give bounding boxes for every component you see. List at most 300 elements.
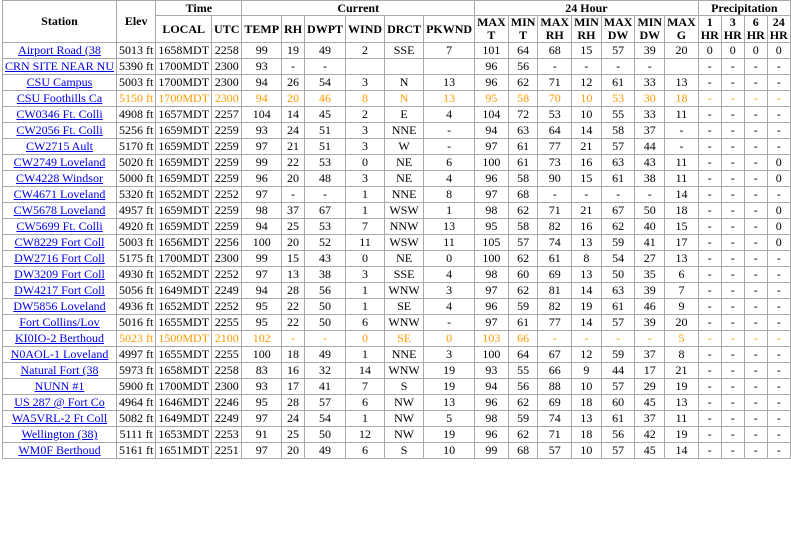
- precip-1hr-cell: -: [698, 379, 721, 395]
- table-row: [3, 267, 791, 283]
- dwpt-cell: -: [305, 187, 346, 203]
- pkwnd-cell: 7: [424, 43, 475, 59]
- precip-3hr-cell: -: [721, 363, 744, 379]
- rh-cell: 24: [282, 411, 305, 427]
- precip-6hr-cell: -: [744, 203, 767, 219]
- station-cell: [3, 171, 117, 187]
- max-rh-cell: 66: [538, 363, 572, 379]
- rh-cell: 37: [282, 203, 305, 219]
- precip-3hr-cell: -: [721, 139, 744, 155]
- elev-header: Elev: [117, 1, 156, 43]
- precip-24hr-cell: -: [767, 315, 790, 331]
- local-header: LOCAL: [156, 16, 212, 43]
- station-link[interactable]: CW8229 Fort Coll: [14, 235, 105, 249]
- max-t-cell: 93: [475, 363, 509, 379]
- wind-cell: 6: [346, 443, 385, 459]
- rh-cell: 18: [282, 347, 305, 363]
- max-t-cell: 95: [475, 91, 509, 107]
- drct-cell: NNE: [385, 187, 424, 203]
- min-dw-cell: 45: [635, 395, 665, 411]
- min-dw-cell: -: [635, 331, 665, 347]
- min-rh-cell: 10: [572, 443, 602, 459]
- table-row: [3, 251, 791, 267]
- precip-1hr-cell: 0: [698, 43, 721, 59]
- precip-24hr-cell: 0: [767, 171, 790, 187]
- precip-1hr-cell: -: [698, 123, 721, 139]
- max-rh-cell: 68: [538, 43, 572, 59]
- precip-1hr-cell: -: [698, 315, 721, 331]
- local-time-cell: 1659MDT: [156, 123, 212, 139]
- station-link[interactable]: Wellington (38): [21, 427, 98, 441]
- table-row: [3, 363, 791, 379]
- max-dw-cell: 55: [601, 107, 635, 123]
- station-cell: [3, 91, 117, 107]
- station-link[interactable]: DW3209 Fort Coll: [14, 267, 105, 281]
- pkwnd-header: PKWND: [424, 16, 475, 43]
- temp-cell: 95: [242, 395, 282, 411]
- station-rows: [3, 43, 791, 459]
- temp-cell: 94: [242, 75, 282, 91]
- utc-time-cell: 2255: [212, 315, 242, 331]
- precip-6hr-cell: -: [744, 235, 767, 251]
- elev-cell: 4908 ft: [117, 107, 156, 123]
- precip-6hr-cell: -: [744, 299, 767, 315]
- dwpt-cell: 41: [305, 379, 346, 395]
- precip-24hr-cell: -: [767, 427, 790, 443]
- station-link[interactable]: CW4671 Loveland: [13, 187, 106, 201]
- table-row: [3, 331, 791, 347]
- precip-1hr-cell: -: [698, 331, 721, 347]
- precip-1hr-cell: -: [698, 219, 721, 235]
- wind-cell: 3: [346, 267, 385, 283]
- temp-cell: 97: [242, 187, 282, 203]
- precip-6hr-cell: -: [744, 395, 767, 411]
- precip-1hr-cell: -: [698, 59, 721, 75]
- utc-time-cell: 2251: [212, 443, 242, 459]
- max-g-cell: 11: [665, 171, 699, 187]
- min-dw-cell: 40: [635, 219, 665, 235]
- table-row: [3, 315, 791, 331]
- max-dw-cell: -: [601, 59, 635, 75]
- min-rh-cell: 13: [572, 411, 602, 427]
- elev-cell: 5256 ft: [117, 123, 156, 139]
- precip-6hr-cell: -: [744, 75, 767, 91]
- elev-cell: 5973 ft: [117, 363, 156, 379]
- max-g-cell: 20: [665, 315, 699, 331]
- min-t-cell: 62: [508, 427, 538, 443]
- drct-cell: [385, 59, 424, 75]
- dwpt-cell: 56: [305, 283, 346, 299]
- precip-3hr-cell: -: [721, 427, 744, 443]
- min-dw-cell: 46: [635, 299, 665, 315]
- temp-cell: 97: [242, 267, 282, 283]
- max-g-cell: 6: [665, 267, 699, 283]
- min-t-cell: 62: [508, 203, 538, 219]
- precip-24hr-cell: 0: [767, 219, 790, 235]
- min-rh-cell: 10: [572, 91, 602, 107]
- pkwnd-cell: 13: [424, 219, 475, 235]
- temp-cell: 99: [242, 251, 282, 267]
- drct-cell: SE: [385, 299, 424, 315]
- station-link[interactable]: WA5VRL-2 Ft Coll: [11, 411, 108, 425]
- utc-time-cell: 2252: [212, 299, 242, 315]
- temp-cell: 97: [242, 411, 282, 427]
- pkwnd-cell: 4: [424, 107, 475, 123]
- min-t-cell: 59: [508, 299, 538, 315]
- station-link[interactable]: CW5678 Loveland: [13, 203, 106, 217]
- station-cell: [3, 299, 117, 315]
- max-dw-cell: 57: [601, 43, 635, 59]
- local-time-cell: 1655MDT: [156, 347, 212, 363]
- drct-cell: NW: [385, 395, 424, 411]
- wind-cell: 8: [346, 91, 385, 107]
- precip-6hr-cell: -: [744, 251, 767, 267]
- max-g-cell: 8: [665, 347, 699, 363]
- rh-cell: -: [282, 331, 305, 347]
- max-g-cell: 15: [665, 219, 699, 235]
- min-t-cell: 58: [508, 171, 538, 187]
- table-row: [3, 347, 791, 363]
- station-link[interactable]: CSU Campus: [26, 75, 93, 89]
- precip-6hr-header: 6 HR: [744, 16, 767, 43]
- max-rh-cell: 69: [538, 395, 572, 411]
- station-link[interactable]: CW2715 Ault: [26, 139, 94, 153]
- drct-cell: WNW: [385, 315, 424, 331]
- min-t-cell: 61: [508, 155, 538, 171]
- precip-1hr-cell: -: [698, 91, 721, 107]
- min-dw-cell: 33: [635, 75, 665, 91]
- rh-cell: 28: [282, 395, 305, 411]
- precipitation-group-header: Precipitation: [698, 1, 790, 16]
- temp-cell: 100: [242, 235, 282, 251]
- precip-6hr-cell: -: [744, 315, 767, 331]
- min-dw-cell: 50: [635, 203, 665, 219]
- table-row: [3, 171, 791, 187]
- precip-3hr-cell: -: [721, 283, 744, 299]
- max-t-cell: 97: [475, 283, 509, 299]
- min-dw-cell: 35: [635, 267, 665, 283]
- pkwnd-cell: -: [424, 123, 475, 139]
- temp-cell: 99: [242, 43, 282, 59]
- table-row: [3, 107, 791, 123]
- min-dw-cell: 37: [635, 347, 665, 363]
- temp-cell: 94: [242, 283, 282, 299]
- station-cell: [3, 139, 117, 155]
- station-link[interactable]: US 287 @ Fort Co: [14, 395, 105, 409]
- station-link[interactable]: CW2056 Ft. Colli: [16, 123, 103, 137]
- drct-cell: WSW: [385, 235, 424, 251]
- utc-time-cell: 2258: [212, 363, 242, 379]
- station-link[interactable]: DW4217 Fort Coll: [14, 283, 105, 297]
- wind-cell: 1: [346, 187, 385, 203]
- station-link[interactable]: CW0346 Ft. Colli: [16, 107, 103, 121]
- station-link[interactable]: WM0F Berthoud: [18, 443, 101, 457]
- max-dw-cell: 61: [601, 299, 635, 315]
- min-rh-cell: 14: [572, 123, 602, 139]
- utc-header: UTC: [212, 16, 242, 43]
- elev-cell: 4930 ft: [117, 267, 156, 283]
- max-g-cell: 14: [665, 443, 699, 459]
- elev-cell: 5016 ft: [117, 315, 156, 331]
- local-time-cell: 1653MDT: [156, 427, 212, 443]
- drct-cell: NE: [385, 251, 424, 267]
- max-dw-cell: 57: [601, 315, 635, 331]
- temp-cell: 93: [242, 123, 282, 139]
- utc-time-cell: 2257: [212, 107, 242, 123]
- max-dw-cell: 59: [601, 347, 635, 363]
- max-dw-cell: 57: [601, 379, 635, 395]
- station-link[interactable]: CRN SITE NEAR NU: [5, 59, 115, 73]
- max-t-cell: 95: [475, 219, 509, 235]
- precip-1hr-cell: -: [698, 139, 721, 155]
- elev-cell: 5020 ft: [117, 155, 156, 171]
- drct-cell: NNE: [385, 123, 424, 139]
- max-g-header: MAX G: [665, 16, 699, 43]
- min-rh-header: MIN RH: [572, 16, 602, 43]
- wind-cell: 0: [346, 331, 385, 347]
- rh-cell: 21: [282, 139, 305, 155]
- max-rh-cell: 64: [538, 123, 572, 139]
- min-rh-cell: -: [572, 331, 602, 347]
- max-dw-cell: 62: [601, 219, 635, 235]
- station-link[interactable]: Fort Collins/Lov: [19, 315, 100, 329]
- local-time-cell: 1651MDT: [156, 443, 212, 459]
- table-row: [3, 427, 791, 443]
- utc-time-cell: 2249: [212, 283, 242, 299]
- precip-6hr-cell: -: [744, 107, 767, 123]
- utc-time-cell: 2253: [212, 427, 242, 443]
- station-link[interactable]: Natural Fort (38: [20, 363, 99, 377]
- max-g-cell: 11: [665, 155, 699, 171]
- max-dw-cell: 60: [601, 395, 635, 411]
- precip-1hr-cell: -: [698, 251, 721, 267]
- rh-cell: 20: [282, 91, 305, 107]
- pkwnd-cell: 3: [424, 347, 475, 363]
- max-rh-cell: 57: [538, 443, 572, 459]
- utc-time-cell: 2255: [212, 347, 242, 363]
- local-time-cell: 1652MDT: [156, 187, 212, 203]
- pkwnd-cell: 13: [424, 395, 475, 411]
- dwpt-cell: 53: [305, 155, 346, 171]
- wind-cell: 7: [346, 379, 385, 395]
- max-dw-cell: 56: [601, 427, 635, 443]
- max-rh-cell: 71: [538, 203, 572, 219]
- max-rh-cell: 82: [538, 299, 572, 315]
- wind-cell: 1: [346, 299, 385, 315]
- min-rh-cell: 9: [572, 363, 602, 379]
- max-t-cell: 105: [475, 235, 509, 251]
- wind-cell: [346, 59, 385, 75]
- temp-cell: 102: [242, 331, 282, 347]
- precip-1hr-cell: -: [698, 427, 721, 443]
- precip-24hr-cell: -: [767, 59, 790, 75]
- wind-cell: 3: [346, 75, 385, 91]
- min-rh-cell: 8: [572, 251, 602, 267]
- precip-1hr-cell: -: [698, 363, 721, 379]
- pkwnd-cell: 4: [424, 267, 475, 283]
- min-t-cell: 66: [508, 331, 538, 347]
- max-dw-cell: 61: [601, 171, 635, 187]
- precip-24hr-cell: 0: [767, 43, 790, 59]
- precip-3hr-cell: -: [721, 443, 744, 459]
- rh-cell: -: [282, 59, 305, 75]
- temp-cell: 97: [242, 443, 282, 459]
- station-link[interactable]: DW2716 Fort Coll: [14, 251, 105, 265]
- min-dw-cell: 38: [635, 171, 665, 187]
- min-t-cell: 57: [508, 235, 538, 251]
- precip-1hr-cell: -: [698, 443, 721, 459]
- max-g-cell: 21: [665, 363, 699, 379]
- precip-6hr-cell: -: [744, 283, 767, 299]
- wind-cell: 2: [346, 43, 385, 59]
- min-rh-cell: 18: [572, 395, 602, 411]
- station-cell: [3, 267, 117, 283]
- precip-24hr-header: 24 HR: [767, 16, 790, 43]
- max-rh-cell: 90: [538, 171, 572, 187]
- max-t-cell: 97: [475, 315, 509, 331]
- min-t-cell: 61: [508, 315, 538, 331]
- precip-6hr-cell: -: [744, 123, 767, 139]
- station-link[interactable]: CW2749 Loveland: [13, 155, 106, 169]
- local-time-cell: 1652MDT: [156, 299, 212, 315]
- min-dw-header: MIN DW: [635, 16, 665, 43]
- max-t-header: MAX T: [475, 16, 509, 43]
- current-group-header: Current: [242, 1, 475, 16]
- rh-cell: 13: [282, 267, 305, 283]
- station-cell: [3, 331, 117, 347]
- dwpt-cell: -: [305, 59, 346, 75]
- station-link[interactable]: CW5699 Ft. Colli: [16, 219, 103, 233]
- min-dw-cell: -: [635, 59, 665, 75]
- local-time-cell: 1659MDT: [156, 219, 212, 235]
- elev-cell: 5390 ft: [117, 59, 156, 75]
- station-cell: [3, 395, 117, 411]
- station-cell: [3, 283, 117, 299]
- precip-6hr-cell: -: [744, 443, 767, 459]
- pkwnd-cell: 0: [424, 251, 475, 267]
- precip-3hr-cell: -: [721, 59, 744, 75]
- max-t-cell: 96: [475, 395, 509, 411]
- station-link[interactable]: N0AOL-1 Loveland: [10, 347, 109, 361]
- station-cell: [3, 155, 117, 171]
- precip-6hr-cell: -: [744, 379, 767, 395]
- dwpt-cell: 51: [305, 123, 346, 139]
- precip-6hr-cell: -: [744, 187, 767, 203]
- precip-1hr-cell: -: [698, 347, 721, 363]
- max-rh-cell: 69: [538, 267, 572, 283]
- min-rh-cell: 18: [572, 427, 602, 443]
- drct-cell: NNW: [385, 219, 424, 235]
- table-row: [3, 411, 791, 427]
- max-t-cell: 96: [475, 171, 509, 187]
- max-g-cell: 13: [665, 395, 699, 411]
- temp-cell: 91: [242, 427, 282, 443]
- max-g-cell: 18: [665, 91, 699, 107]
- precip-3hr-cell: -: [721, 219, 744, 235]
- min-t-header: MIN T: [508, 16, 538, 43]
- max-t-cell: 97: [475, 139, 509, 155]
- min-rh-cell: 16: [572, 155, 602, 171]
- precip-3hr-cell: -: [721, 267, 744, 283]
- max-dw-cell: 63: [601, 155, 635, 171]
- min-rh-cell: -: [572, 187, 602, 203]
- precip-24hr-cell: -: [767, 347, 790, 363]
- local-time-cell: 1652MDT: [156, 267, 212, 283]
- precip-24hr-cell: -: [767, 283, 790, 299]
- precip-3hr-cell: -: [721, 75, 744, 91]
- local-time-cell: 1659MDT: [156, 139, 212, 155]
- min-rh-cell: 19: [572, 299, 602, 315]
- wind-header: WIND: [346, 16, 385, 43]
- elev-cell: 4997 ft: [117, 347, 156, 363]
- max-dw-cell: 59: [601, 235, 635, 251]
- temp-cell: 83: [242, 363, 282, 379]
- station-link[interactable]: KI0IO-2 Berthoud: [15, 331, 104, 345]
- utc-time-cell: 2256: [212, 235, 242, 251]
- pkwnd-cell: 5: [424, 411, 475, 427]
- station-cell: [3, 107, 117, 123]
- utc-time-cell: 2249: [212, 411, 242, 427]
- drct-cell: N: [385, 75, 424, 91]
- max-dw-cell: 57: [601, 443, 635, 459]
- min-t-cell: 64: [508, 43, 538, 59]
- precip-3hr-cell: -: [721, 91, 744, 107]
- station-link[interactable]: CW4228 Windsor: [16, 171, 103, 185]
- precip-3hr-cell: -: [721, 171, 744, 187]
- station-link[interactable]: CSU Foothills Ca: [16, 91, 103, 105]
- local-time-cell: 1659MDT: [156, 171, 212, 187]
- max-rh-cell: 88: [538, 379, 572, 395]
- elev-cell: 5900 ft: [117, 379, 156, 395]
- precip-3hr-cell: -: [721, 187, 744, 203]
- min-t-cell: 59: [508, 411, 538, 427]
- station-link[interactable]: NUNN #1: [34, 379, 85, 393]
- min-rh-cell: 14: [572, 283, 602, 299]
- precip-24hr-cell: -: [767, 187, 790, 203]
- temp-cell: 94: [242, 219, 282, 235]
- station-link[interactable]: DW5856 Loveland: [13, 299, 106, 313]
- precip-1hr-cell: -: [698, 283, 721, 299]
- min-rh-cell: 15: [572, 171, 602, 187]
- table-row: [3, 59, 791, 75]
- max-rh-cell: 74: [538, 411, 572, 427]
- station-link[interactable]: Airport Road (38: [18, 43, 101, 57]
- rh-cell: 17: [282, 379, 305, 395]
- utc-time-cell: 2300: [212, 59, 242, 75]
- max-g-cell: [665, 59, 699, 75]
- weather-observations-table: [2, 0, 791, 459]
- precip-1hr-cell: -: [698, 299, 721, 315]
- elev-cell: 5023 ft: [117, 331, 156, 347]
- drct-cell: E: [385, 107, 424, 123]
- min-dw-cell: 17: [635, 363, 665, 379]
- pkwnd-cell: 8: [424, 187, 475, 203]
- pkwnd-cell: 13: [424, 75, 475, 91]
- drct-cell: NW: [385, 411, 424, 427]
- min-dw-cell: 37: [635, 123, 665, 139]
- local-time-cell: 1655MDT: [156, 315, 212, 331]
- min-rh-cell: 21: [572, 203, 602, 219]
- min-dw-cell: 33: [635, 107, 665, 123]
- precip-6hr-cell: -: [744, 363, 767, 379]
- table-row: [3, 379, 791, 395]
- temp-cell: 96: [242, 171, 282, 187]
- min-t-cell: 55: [508, 363, 538, 379]
- local-time-cell: 1700MDT: [156, 59, 212, 75]
- station-cell: [3, 75, 117, 91]
- max-rh-cell: 71: [538, 75, 572, 91]
- min-rh-cell: 13: [572, 267, 602, 283]
